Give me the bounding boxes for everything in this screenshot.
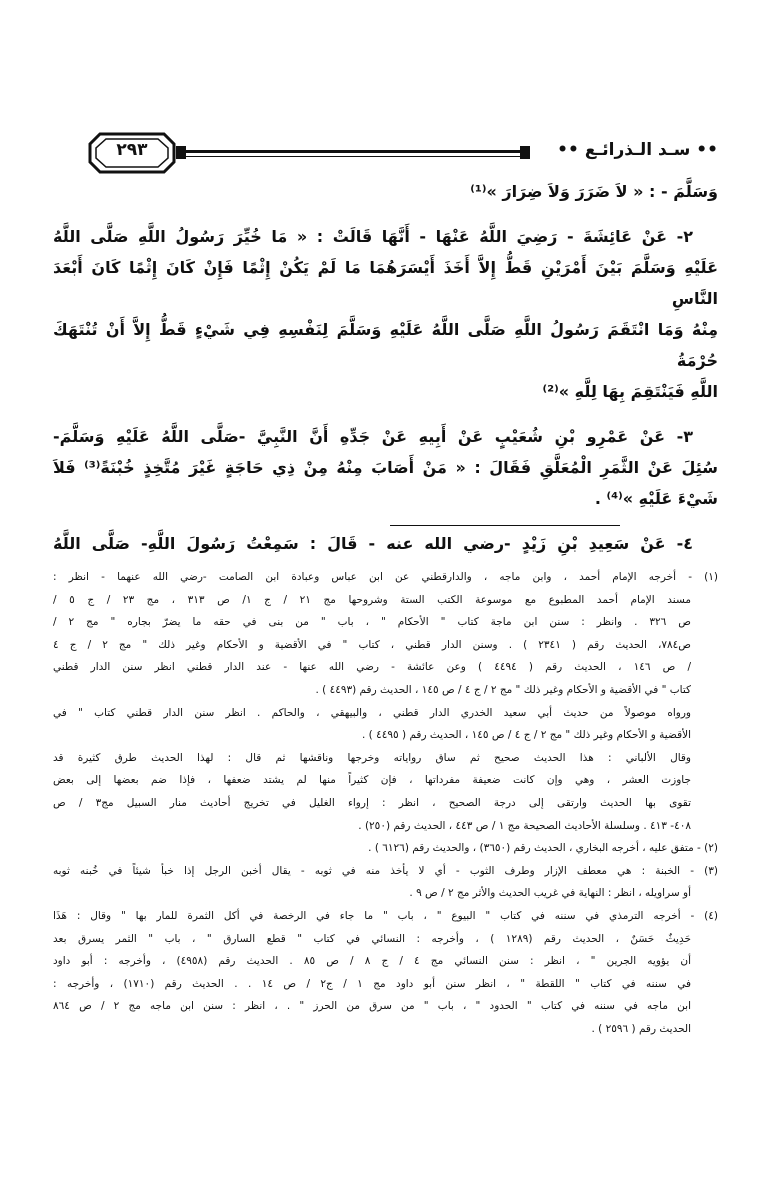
running-title: •• سـد الـذرائـع •• — [557, 140, 718, 160]
footnote-line: أن يؤويه الجرين " ، انظر : سنن النسائي مج ٤ / ج ٨ / ص ٨٥ . الحديث رقم (٤٩٥٨) ، وأخرجه : أبو داود — [53, 955, 691, 968]
text-line: وَسَلَّمَ - : « لاَ ضَرَرَ وَلاَ ضِرَارَ »⁽¹⁾ — [470, 182, 718, 201]
footnote-line: أو سراويله ، انظر : النهاية في غريب الحديث والأثر مج ٢ / ص ٩ . — [409, 887, 691, 900]
footnote-line: (١) - أخرجه الإمام أحمد ، وابن ماجه ، والدارقطني عن ابن عباس وعبادة ابن الصامت -رضي الله عنهما - انظر : — [53, 571, 718, 583]
footnote-line: ابن ماجه في سننه في كتاب " الحدود " ، باب " من سرق من الحرز " . ، انظر : سنن ابن ماجه مج ٢ / ص ٨٦٤ — [53, 1000, 691, 1013]
text-line: ٢- عَنْ عَائِشَةَ - رَضِيَ اللَّهُ عَنْهَا - أَنَّهَا قَالَتْ : « مَا خُيِّرَ رَسُولُ اللَّهِ صَلَّى اللَّهُ — [53, 227, 693, 246]
text-line: مِنْهُ وَمَا انْتَقَمَ رَسُولُ اللَّهِ صَلَّى اللَّهُ عَلَيْهِ وَسَلَّمَ لِنَفْسِهِ فِي شَيْءٍ قَطُّ إِلاَّ أَنْ تُنْتَهَكَ حُرْمَةُ — [53, 320, 718, 370]
footnote-separator — [390, 525, 620, 526]
text-line: ٤- عَنْ سَعِيدِ بْنِ زَيْدٍ -رضي الله عنه - قَالَ : سَمِعْتُ رَسُولَ اللَّهِ- صَلَّى اللَّهُ — [53, 534, 693, 553]
footnote-line: ٤٠٨- ٤١٣ . وسلسلة الأحاديث الصحيحة مج ١ / ص ٤٤٣ ، الحديث رقم (٢٥٠) . — [358, 819, 691, 832]
main-text — [53, 176, 718, 559]
text-line: سُئِلَ عَنْ الثَّمَرِ الْمُعَلَّقِ فَقَالَ : « مَنْ أَصَابَ مِنْهُ مِنْ ذِي حَاجَةٍ غَيْرَ مُتَّخِذٍ خُبْنَةً⁽³⁾ فَلاَ — [53, 458, 718, 477]
footnotes — [53, 566, 718, 1040]
footnote-line: / ص ١٤٦ ، الحديث رقم ( ٤٤٩٤ ) وعن عائشة - رضي الله عنها - عند الدار قطني انظر سنن الدار قطني — [53, 661, 691, 674]
footnote-line: (٣) - الخبنة : هي معطف الإزار وطرف الثوب - أي لا يأخذ منه في ثوبه - يقال أخبن الرجل إذا خبأ شيئاً في خُبنه ثوبه — [53, 864, 718, 877]
page-number: ٢٩٣ — [116, 140, 148, 160]
header-rule-thin — [180, 156, 530, 157]
footnote-line: الحديث رقم ( ٢٥٩٦ ) . — [591, 1022, 691, 1035]
footnote-line: جاوزت العشر ، وهي وإن كانت ضعيفة مفرداتها ، فإن كثيراً منها لم يشتد ضعفها ، فإذا ضم بعضها إلى بعض — [53, 774, 691, 787]
footnote-line: حَدِيثٌ حَسَنٌ ، الحديث رقم (١٢٨٩ ) ، وأخرجه : النسائي في كتاب " قطع السارق " ، باب " الثمر يسرق بعد — [53, 932, 691, 945]
footnote-line: ورواه موصولاً من حديث أبي سعيد الخدري الدار قطني ، والبيهقي ، والحاكم . انظر سنن الدار قطني كتاب " في — [53, 706, 691, 719]
text-line: اللَّهِ فَيَنْتَقِمَ بِهَا لِلَّهِ »⁽²⁾ — [542, 382, 718, 401]
text-line: شَيْءَ عَلَيْهِ »⁽⁴⁾ . — [594, 489, 718, 508]
footnote-line: كتاب " في الأقضية و الأحكام وغير ذلك " مج ٢ / ج ٤ / ص ١٤٥ ، الحديث رقم (٤٤٩٣ ) . — [315, 683, 691, 696]
footnote-line: ص٧٨٤، الحديث رقم ( ٢٣٤١ ) . وسنن الدار قطني ، كتاب " في الأقضية و الأحكام وغير ذلك " مج ٢ / ج ٤ — [53, 638, 691, 651]
footnote-line: (٤) - أخرجه الترمذي في سننه في كتاب " البيوع " ، باب " ما جاء في الرخصة في أكل الثمرة للمار بها " وقال : هَذَا — [53, 909, 718, 922]
footnote-line: (٢) - متفق عليه ، أخرجه البخاري ، الحديث رقم (٣٦٥٠) ، والحديث رقم (٦١٢٦ ) . — [368, 842, 718, 855]
text-line: عَلَيْهِ وَسَلَّمَ بَيْنَ أَمْرَيْنِ قَطُّ إِلاَّ أَخَذَ أَيْسَرَهُمَا مَا لَمْ يَكُنْ إِثْمًا فَإِنْ كَانَ إِثْمًا كَانَ أَبْعَدَ النَّاسِ — [53, 258, 718, 308]
footnote-line: مسند الإمام أحمد المطبوع مع موسوعة الكتب الستة وشروحها مج ٢١ / ج ١/ ص ٣١٣ ، مج ٢٣ / ج ٥ / — [53, 593, 691, 606]
footnote-line: وقال الألباني : هذا الحديث صحيح ثم ساق رواياته وخرجها وناقشها ثم قال : لهذا الحديث طرق كثيرة قد — [53, 751, 691, 764]
text-line: ٣- عَنْ عَمْرِو بْنِ شُعَيْبٍ عَنْ أَبِيهِ عَنْ جَدِّهِ أَنَّ النَّبِيَّ -صَلَّى اللَّهُ عَلَيْهِ وَسَلَّمَ- — [53, 427, 693, 446]
footnote-line: في سننه في كتاب " اللقطة " ، انظر سنن أبو داود مج ١ / ج٢ / ص ١٤ . . الحديث رقم (١٧١٠) ، وأخرجه : — [53, 977, 691, 990]
footnote-line: ص ٣٢٦ . وانظر : سنن ابن ماجة كتاب " الأحكام " ، باب " من بنى في حقه ما يضرّ بجاره " مج ٢ / — [53, 616, 691, 629]
page-header — [0, 130, 770, 180]
footnote-line: الأقضية و الأحكام وغير ذلك " مج ٢ / ج ٤ / ص ١٤٥ ، الحديث رقم ( ٤٤٩٥ ) . — [362, 729, 691, 742]
footnote-line: تقوى بها الحديث وارتقى إلى درجة الصحيح ، انظر : إرواء الغليل في تخريج أحاديث منار السبيل مج٣ / ص — [53, 796, 691, 809]
header-rule — [180, 150, 530, 153]
